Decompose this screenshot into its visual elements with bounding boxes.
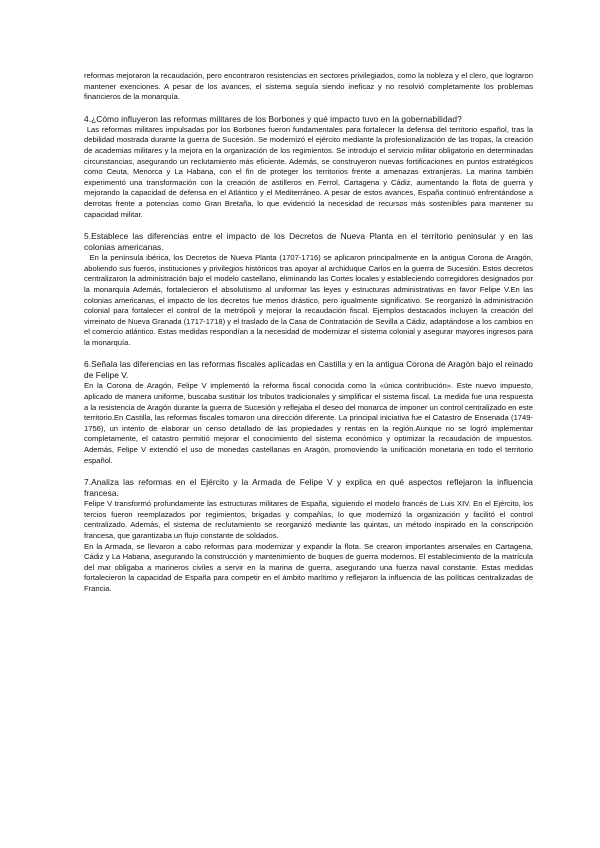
spacer [84, 466, 533, 477]
answer-paragraph: Las reformas militares impulsadas por los Borbones fueron fundamentales para fortalecer la defensa del territorio español, tras la debilidad mostrada durante la guerra de Sucesión. Se modernizó el ejército mediante la profesionalización de las tropas, la creación de academias militares y la mejora en la organización de los regimientos. Se introdujo el servicio militar obligatorio en determinadas circunstancias, asegurando un reclutamiento más eficiente. Además, se construyeron nuevas fortificaciones en puntos estratégicos como Ceuta, Menorca y La Habana, con el fin de proteger los territorios frente a amenazas extranjeras. La marina también experimentó una transformación con la creación de astilleros en Ferrol, Cartagena y Cádiz, aumentando la flota de guerra y mejorando la capacidad de defensa en el Atlántico y el Mediterráneo. A pesar de estos avances, España continuó enfrentándose a derrotas frente a potencias como Gran Bretaña, lo que evidenció la necesidad de recursos más sostenibles para mantener su capacidad militar. [84, 124, 536, 219]
spacer [84, 348, 533, 359]
spacer [84, 103, 533, 114]
document-page [84, 71, 536, 595]
spacer [84, 220, 533, 231]
section-question-7 [84, 477, 533, 594]
section-question-5 [84, 231, 536, 348]
question-heading: 5.Establece las diferencias entre el impacto de los Decretos de Nueva Planta en el territorio peninsular y en las colonias americanas. [84, 231, 533, 253]
question-heading: 7.Analiza las reformas en el Ejército y la Armada de Felipe V y explica en qué aspectos reflejaron la influencia francesa. [84, 477, 533, 499]
intro-paragraph: reformas mejoraron la recaudación, pero encontraron resistencias en sectores privilegiados, como la nobleza y el clero, que lograron mantener exenciones. A pesar de los avances, el sistema seguía siendo ineficaz y no resolvió completamente los problemas financieros de la monarquía. [84, 71, 533, 102]
answer-paragraph: Felipe V transformó profundamente las estructuras militares de España, siguiendo el modelo francés de Luis XIV. En el Ejército, los tercios fueron reemplazados por regimientos, brigadas y compañías, lo que modernizó la organización y facilitó el control centralizado. Además, el sistema de reclutamiento se reorganizó mediante las quintas, un método inspirado en la conscripción francesa, que garantizaba un flujo constante de soldados. [84, 499, 533, 540]
section-question-4 [84, 113, 536, 220]
question-heading: 6.Señala las diferencias en las reformas fiscales aplicadas en Castilla y en la antigua Corona de Aragón bajo el reinado de Felipe V. [84, 359, 533, 381]
section-question-6 [84, 359, 533, 466]
question-heading: 4.¿Cómo influyeron las reformas militares de los Borbones y qué impacto tuvo en la gobernabilidad? [84, 113, 462, 124]
answer-paragraph: En la Corona de Aragón, Felipe V implementó la reforma fiscal conocida como la «única contribución». Este nuevo impuesto, aplicado de manera uniforme, buscaba sustituir los tributos tradicionales y simplificar el sistema fiscal. La medida fue una respuesta a la resistencia de Aragón durante la guerra de Sucesión y reflejaba el deseo del monarca de imponer un control centralizado en este territorio.En Castilla, las reformas fiscales tomaron una dirección diferente. La principal iniciativa fue el Catastro de Ensenada (1749-1756), un intento de elaborar un censo detallado de las propiedades y rentas en la región.Aunque no se logró implementar completamente, el catastro permitió mejorar el conocimiento del sistema económico y optimizar la recaudación de impuestos. Además, Felipe V extendió el uso de monedas castellanas en Aragón, promoviendo la unificación monetaria en todo el territorio español. [84, 381, 533, 465]
answer-paragraph: En la península ibérica, los Decretos de Nueva Planta (1707-1716) se aplicaron principalmente en la antigua Corona de Aragón, aboliendo sus fueros, instituciones y privilegios históricos tras apoyar al archiduque Carlos en la guerra de Sucesión. Estos decretos centralizaron la administración bajo el modelo castellano, eliminando las Cortes locales y estableciendo corregidores designados por la monarquía Además, fortalecieron el absolutismo al uniformar las leyes y estructuras administrativas en favor Felipe V.En las colonias americanas, el impacto de los decretos fue menos drástico, pero igualmente significativo. Se reorganizó la administración colonial para fortalecer el control de la metrópoli y mejorar la recaudación fiscal. Ejemplos destacados incluyen la creación del virreinato de Nueva Granada (1717-1718) y el traslado de la Casa de Contratación de Sevilla a Cádiz, adaptándose a los cambios en el comercio atlántico. Estas medidas respondían a la necesidad de modernizar el sistema colonial y asegurar mayores ingresos para la monarquía. [84, 253, 536, 347]
answer-paragraph: En la Armada, se llevaron a cabo reformas para modernizar y expandir la flota. Se crearon importantes arsenales en Cartagena, Cádiz y La Habana, asegurando la construcción y mantenimiento de buques de guerra modernos. El establecimiento de la matrícula del mar obligaba a marineros civiles a servir en la marina de guerra, asegurando una fuerza naval constante. Estas medidas fortalecieron la capacidad de España para competir en el ámbito marítimo y reflejaron la influencia de las políticas centralizadas de Francia. [84, 541, 533, 593]
